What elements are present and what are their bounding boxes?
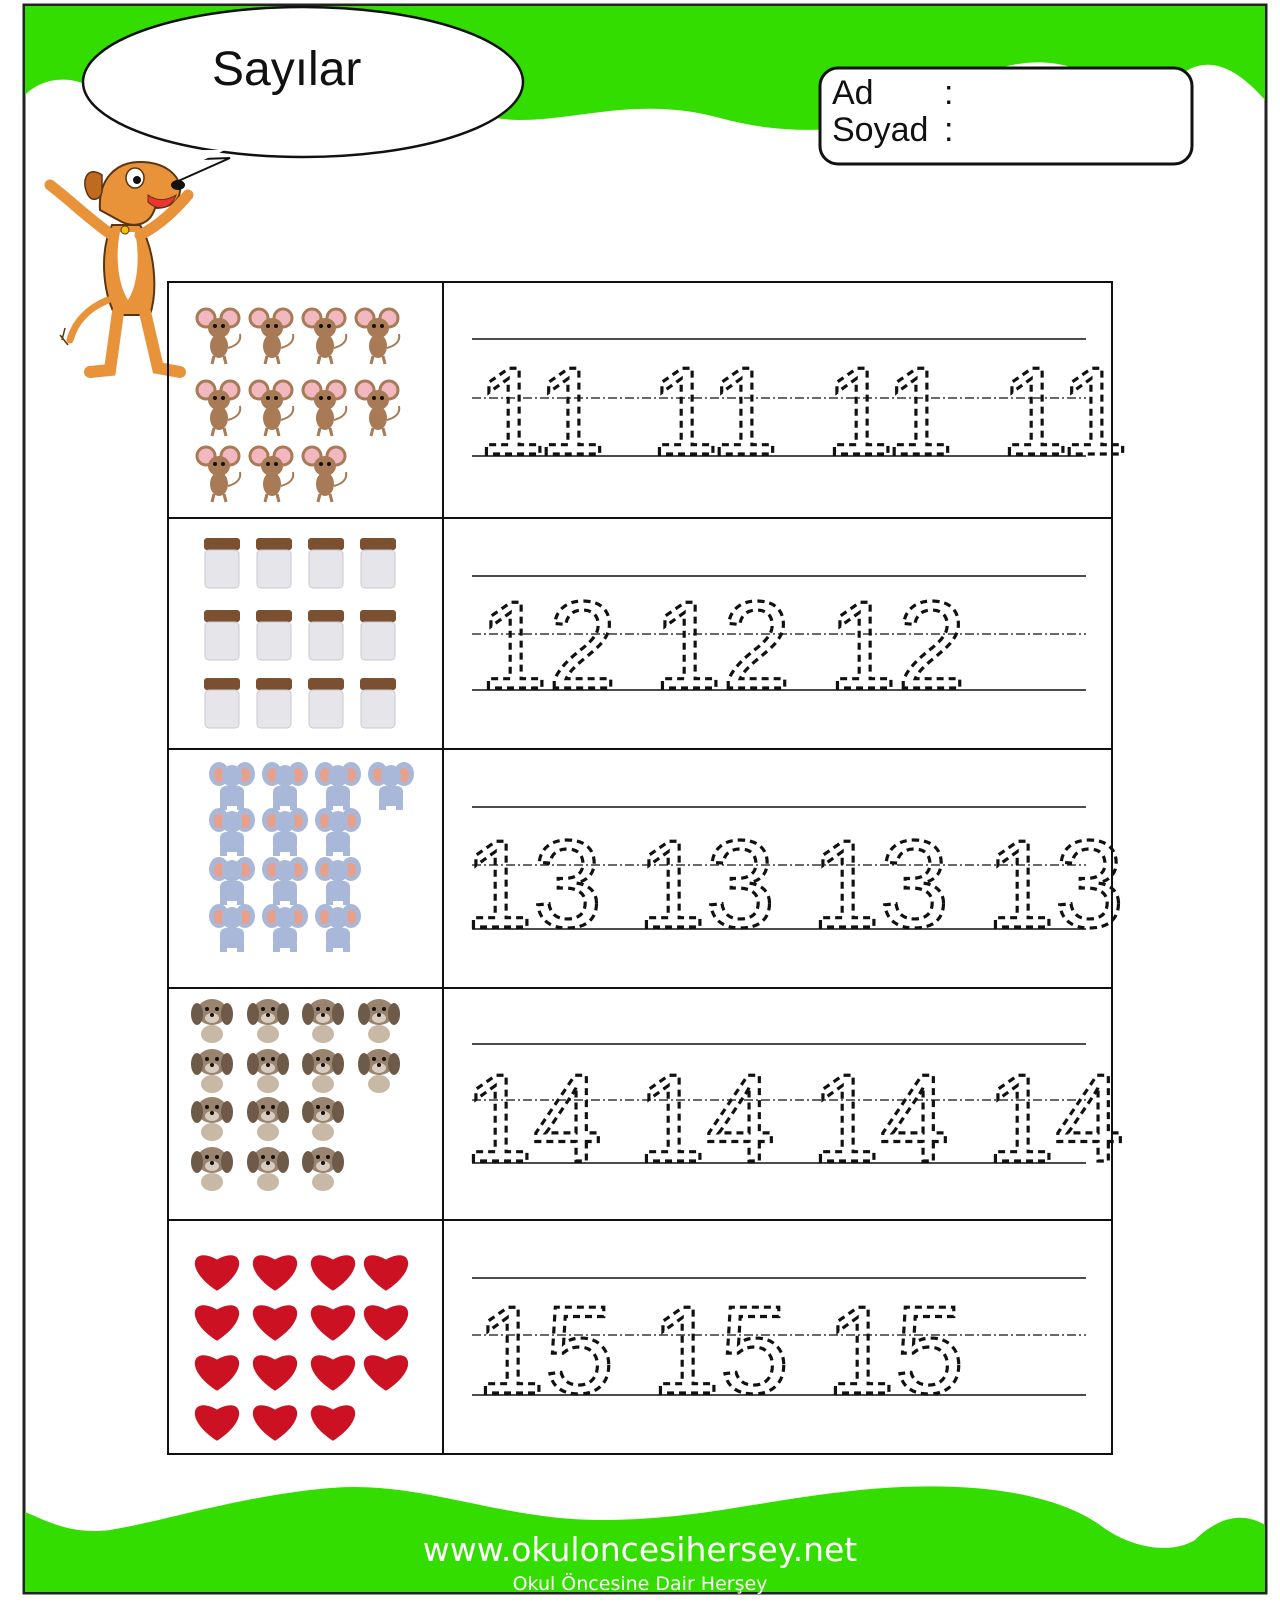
trace-row-15	[476, 1282, 964, 1420]
trace-row-12	[479, 577, 966, 715]
trace-number[interactable]: 13	[637, 816, 775, 954]
picture-group-13	[209, 762, 414, 952]
heart-icon	[311, 1255, 355, 1291]
trace-number[interactable]: 11	[825, 343, 954, 481]
mouse-icon	[303, 447, 346, 502]
trace-number[interactable]: 14	[811, 1050, 949, 1188]
soyad-colon: :	[944, 111, 954, 149]
heart-icon	[311, 1405, 355, 1441]
trace-number[interactable]: 14	[637, 1050, 775, 1188]
heart-icon	[253, 1255, 297, 1291]
trace-number[interactable]: 12	[653, 577, 791, 715]
heart-icon	[364, 1355, 408, 1391]
mouse-icon	[197, 447, 240, 502]
trace-number[interactable]: 11	[477, 343, 606, 481]
elephant-icon	[315, 904, 361, 952]
trace-number[interactable]: 12	[828, 577, 966, 715]
elephant-icon	[315, 762, 361, 810]
mouse-icon	[250, 447, 293, 502]
elephant-icon	[315, 857, 361, 905]
trace-number[interactable]: 11	[650, 343, 779, 481]
picture-group-14	[191, 999, 400, 1191]
elephant-icon	[262, 904, 308, 952]
mouse-icon	[250, 381, 293, 436]
mouse-icon	[356, 309, 399, 364]
elephant-icon	[262, 762, 308, 810]
heart-icon	[195, 1305, 239, 1341]
puppy-icon	[247, 1097, 289, 1141]
page-border	[24, 5, 1266, 1593]
heart-icon	[364, 1255, 408, 1291]
elephant-icon	[209, 904, 255, 952]
elephant-icon	[368, 762, 414, 810]
elephant-icon	[209, 808, 255, 856]
trace-number[interactable]: 13	[464, 816, 602, 954]
puppy-icon	[358, 999, 400, 1043]
soyad-label: Soyad	[832, 111, 929, 149]
ad-field[interactable]	[962, 78, 1182, 114]
heart-icon	[253, 1405, 297, 1441]
picture-column	[191, 309, 414, 1441]
jar-icon	[204, 678, 240, 728]
mouse-icon	[303, 309, 346, 364]
heart-icon	[195, 1255, 239, 1291]
jar-icon	[308, 538, 344, 588]
tracing-numbers	[464, 343, 1129, 1420]
elephant-icon	[209, 857, 255, 905]
trace-number[interactable]: 15	[476, 1282, 614, 1420]
jar-icon	[256, 678, 292, 728]
trace-number[interactable]: 11	[1000, 343, 1129, 481]
puppy-icon	[191, 999, 233, 1043]
trace-number[interactable]: 13	[811, 816, 949, 954]
elephant-icon	[209, 762, 255, 810]
mouse-icon	[250, 309, 293, 364]
heart-icon	[311, 1355, 355, 1391]
jar-icon	[256, 538, 292, 588]
heart-icon	[253, 1305, 297, 1341]
trace-number[interactable]: 15	[826, 1282, 964, 1420]
mouse-icon	[303, 381, 346, 436]
jar-icon	[360, 678, 396, 728]
jar-icon	[308, 610, 344, 660]
heart-icon	[253, 1355, 297, 1391]
jar-icon	[308, 678, 344, 728]
puppy-icon	[302, 1049, 344, 1093]
heart-icon	[195, 1405, 239, 1441]
trace-number[interactable]: 13	[986, 816, 1124, 954]
puppy-icon	[302, 999, 344, 1043]
footer-url[interactable]: www.okuloncesihersey.net	[422, 1530, 858, 1569]
puppy-icon	[247, 1049, 289, 1093]
jar-icon	[360, 610, 396, 660]
elephant-icon	[262, 857, 308, 905]
mouse-icon	[197, 309, 240, 364]
puppy-icon	[191, 1147, 233, 1191]
puppy-icon	[191, 1097, 233, 1141]
trace-number[interactable]: 14	[986, 1050, 1124, 1188]
puppy-icon	[302, 1147, 344, 1191]
picture-group-11	[197, 309, 399, 502]
jar-icon	[256, 610, 292, 660]
jar-icon	[360, 538, 396, 588]
elephant-icon	[262, 808, 308, 856]
heart-icon	[311, 1305, 355, 1341]
picture-group-15	[195, 1255, 408, 1441]
jar-icon	[204, 538, 240, 588]
trace-number[interactable]: 15	[651, 1282, 789, 1420]
mouse-icon	[356, 381, 399, 436]
trace-row-14	[464, 1050, 1124, 1188]
soyad-field[interactable]	[962, 115, 1182, 151]
puppy-icon	[191, 1049, 233, 1093]
ad-label: Ad	[832, 74, 874, 112]
trace-row-13	[464, 816, 1124, 954]
picture-group-12	[204, 538, 396, 728]
trace-number[interactable]: 12	[479, 577, 617, 715]
footer-tagline: Okul Öncesine Dair Herşey	[512, 1573, 768, 1595]
page-title: Sayılar	[212, 43, 362, 96]
trace-number[interactable]: 14	[464, 1050, 602, 1188]
elephant-icon	[315, 808, 361, 856]
mouse-icon	[197, 381, 240, 436]
heart-icon	[364, 1305, 408, 1341]
ad-colon: :	[944, 74, 954, 112]
puppy-icon	[358, 1049, 400, 1093]
puppy-icon	[247, 999, 289, 1043]
jar-icon	[204, 610, 240, 660]
puppy-icon	[302, 1097, 344, 1141]
heart-icon	[195, 1355, 239, 1391]
puppy-icon	[247, 1147, 289, 1191]
trace-row-11	[477, 343, 1129, 481]
